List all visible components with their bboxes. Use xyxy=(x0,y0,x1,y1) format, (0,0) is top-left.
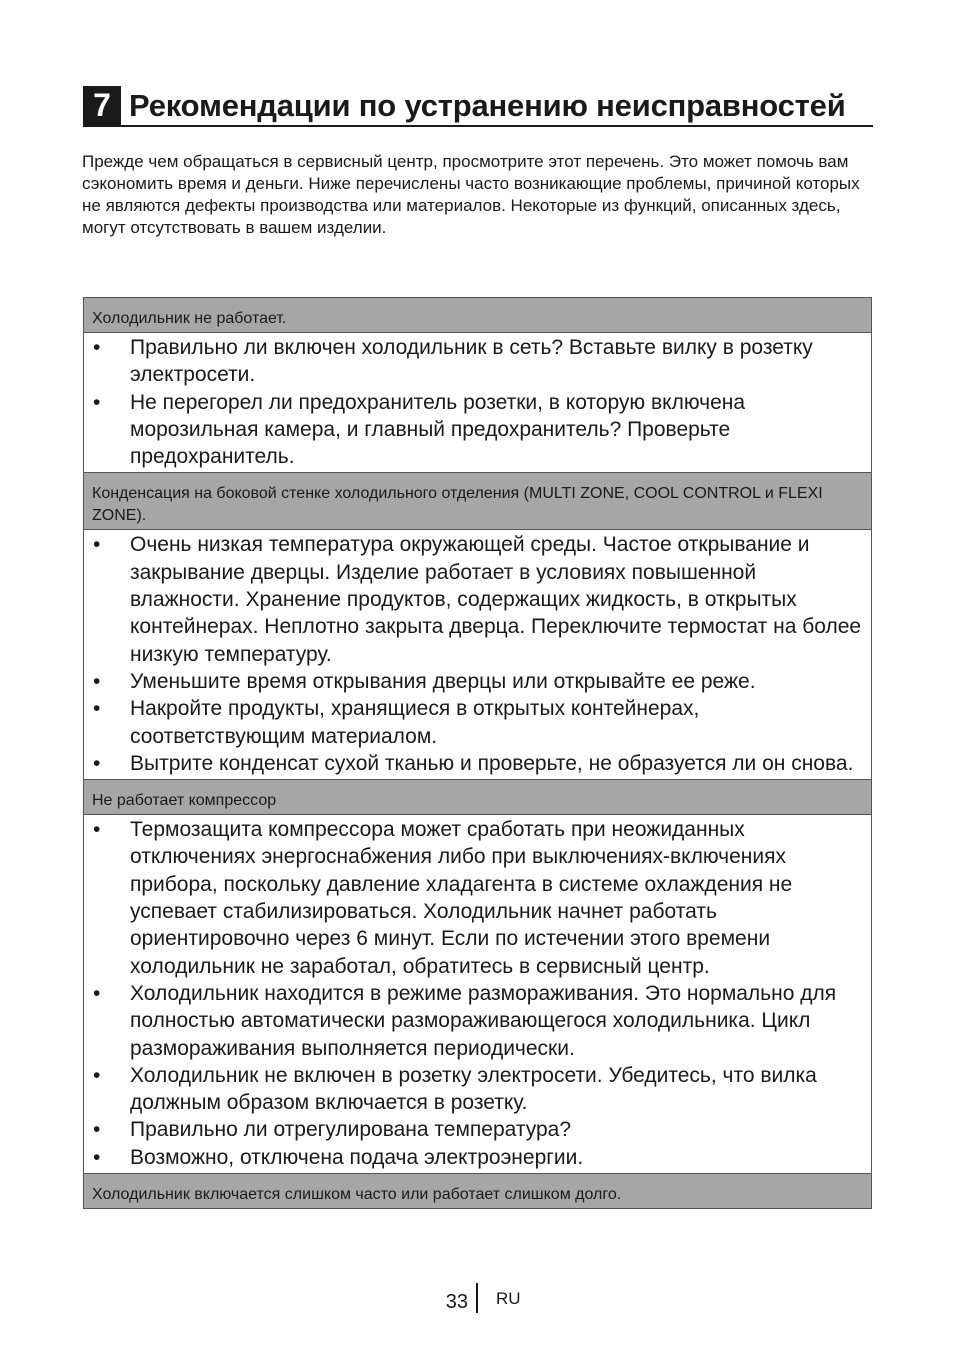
list-item xyxy=(84,389,871,471)
section-list xyxy=(84,332,871,472)
list-item-text: Холодильник находится в режиме размораживания. Это нормально для полностью автоматически размораживающегося холодильника. Цикл размораживания выполняется периодически. xyxy=(130,981,837,1060)
section-list xyxy=(84,814,871,1173)
list-item-text: Термозащита компрессора может сработать при неожиданных отключениях энергоснабжения либо при выключениях-включениях прибора, поскольку давление хладагента в системе охлаждения не успевает стабилизироваться. Холодильник начнет работать ориентировочно через 6 минут. Если по истечении этого времени холодильник не заработал, обратитесь в сервисный центр. xyxy=(130,818,793,978)
chapter-title: Рекомендации по устранению неисправностей xyxy=(129,88,846,123)
bullet-icon: • xyxy=(93,697,101,721)
chapter-heading xyxy=(83,84,873,127)
troubleshooting-table xyxy=(83,297,872,1209)
bullet-icon: • xyxy=(93,533,101,557)
list-item-text: Возможно, отключена подача электроэнергии. xyxy=(130,1145,584,1169)
list-item-text: Уменьшите время открывания дверцы или открывайте ее реже. xyxy=(130,669,756,693)
list-item xyxy=(84,980,871,1062)
bullet-icon: • xyxy=(93,981,101,1005)
page-number: 33 xyxy=(445,1291,468,1313)
list-item xyxy=(84,531,871,667)
section-heading: Не работает компрессор xyxy=(84,779,871,814)
bullet-icon: • xyxy=(93,336,101,359)
section-heading: Конденсация на боковой стенке холодильного отделения (MULTI ZONE, COOL CONTROL и FLEXI ZONE). xyxy=(84,472,871,529)
bullet-icon: • xyxy=(93,669,101,693)
list-item xyxy=(84,750,871,777)
list-item xyxy=(84,1116,871,1143)
list-item xyxy=(84,668,871,695)
chapter-number: 7 xyxy=(83,86,121,125)
page-footer xyxy=(0,1283,954,1319)
section-heading: Холодильник включается слишком часто или работает слишком долго. xyxy=(84,1173,871,1208)
bullet-icon: • xyxy=(93,818,101,842)
bullet-icon: • xyxy=(93,751,101,775)
list-item-text: Не перегорел ли предохранитель розетки, в которую включена морозильная камера, и главный предохранитель? Проверьте предохранитель. xyxy=(130,390,746,469)
list-item xyxy=(84,1062,871,1117)
list-item xyxy=(84,334,871,389)
list-item xyxy=(84,1144,871,1171)
list-item-text: Правильно ли включен холодильник в сеть? Вставьте вилку в розетку электросети. xyxy=(130,336,813,387)
language-code: RU xyxy=(496,1289,521,1308)
list-item xyxy=(84,695,871,750)
section-heading: Холодильник не работает. xyxy=(84,298,871,332)
list-item xyxy=(84,816,871,980)
list-item-text: Вытрите конденсат сухой тканью и проверьте, не образуется ли он снова. xyxy=(130,751,854,775)
footer-divider xyxy=(476,1283,478,1313)
bullet-icon: • xyxy=(93,1118,101,1142)
bullet-icon: • xyxy=(93,390,101,414)
intro-paragraph: Прежде чем обращаться в сервисный центр, просмотрите этот перечень. Это может помочь вам сэкономить время и деньги. Ниже перечислены часто возникающие проблемы, причиной которых не являются дефекты производства или материалов. Некоторые из функций, описанных здесь, могут отсутствовать в вашем изделии. xyxy=(82,152,860,237)
list-item-text: Очень низкая температура окружающей среды. Частое открывание и закрывание дверцы. Изделие работает в условиях повышенной влажности. Хранение продуктов, содержащих жидкость, в открытых контейнерах. Неплотно закрыта дверца. Переключите термостат на более низкую температуру. xyxy=(130,533,862,666)
bullet-icon: • xyxy=(93,1063,101,1087)
section-list xyxy=(84,529,871,779)
list-item-text: Накройте продукты, хранящиеся в открытых контейнерах, соответствующим материалом. xyxy=(130,697,700,748)
list-item-text: Правильно ли отрегулирована температура? xyxy=(130,1118,572,1142)
bullet-icon: • xyxy=(93,1145,101,1169)
list-item-text: Холодильник не включен в розетку электросети. Убедитесь, что вилка должным образом включается в розетку. xyxy=(130,1063,817,1115)
